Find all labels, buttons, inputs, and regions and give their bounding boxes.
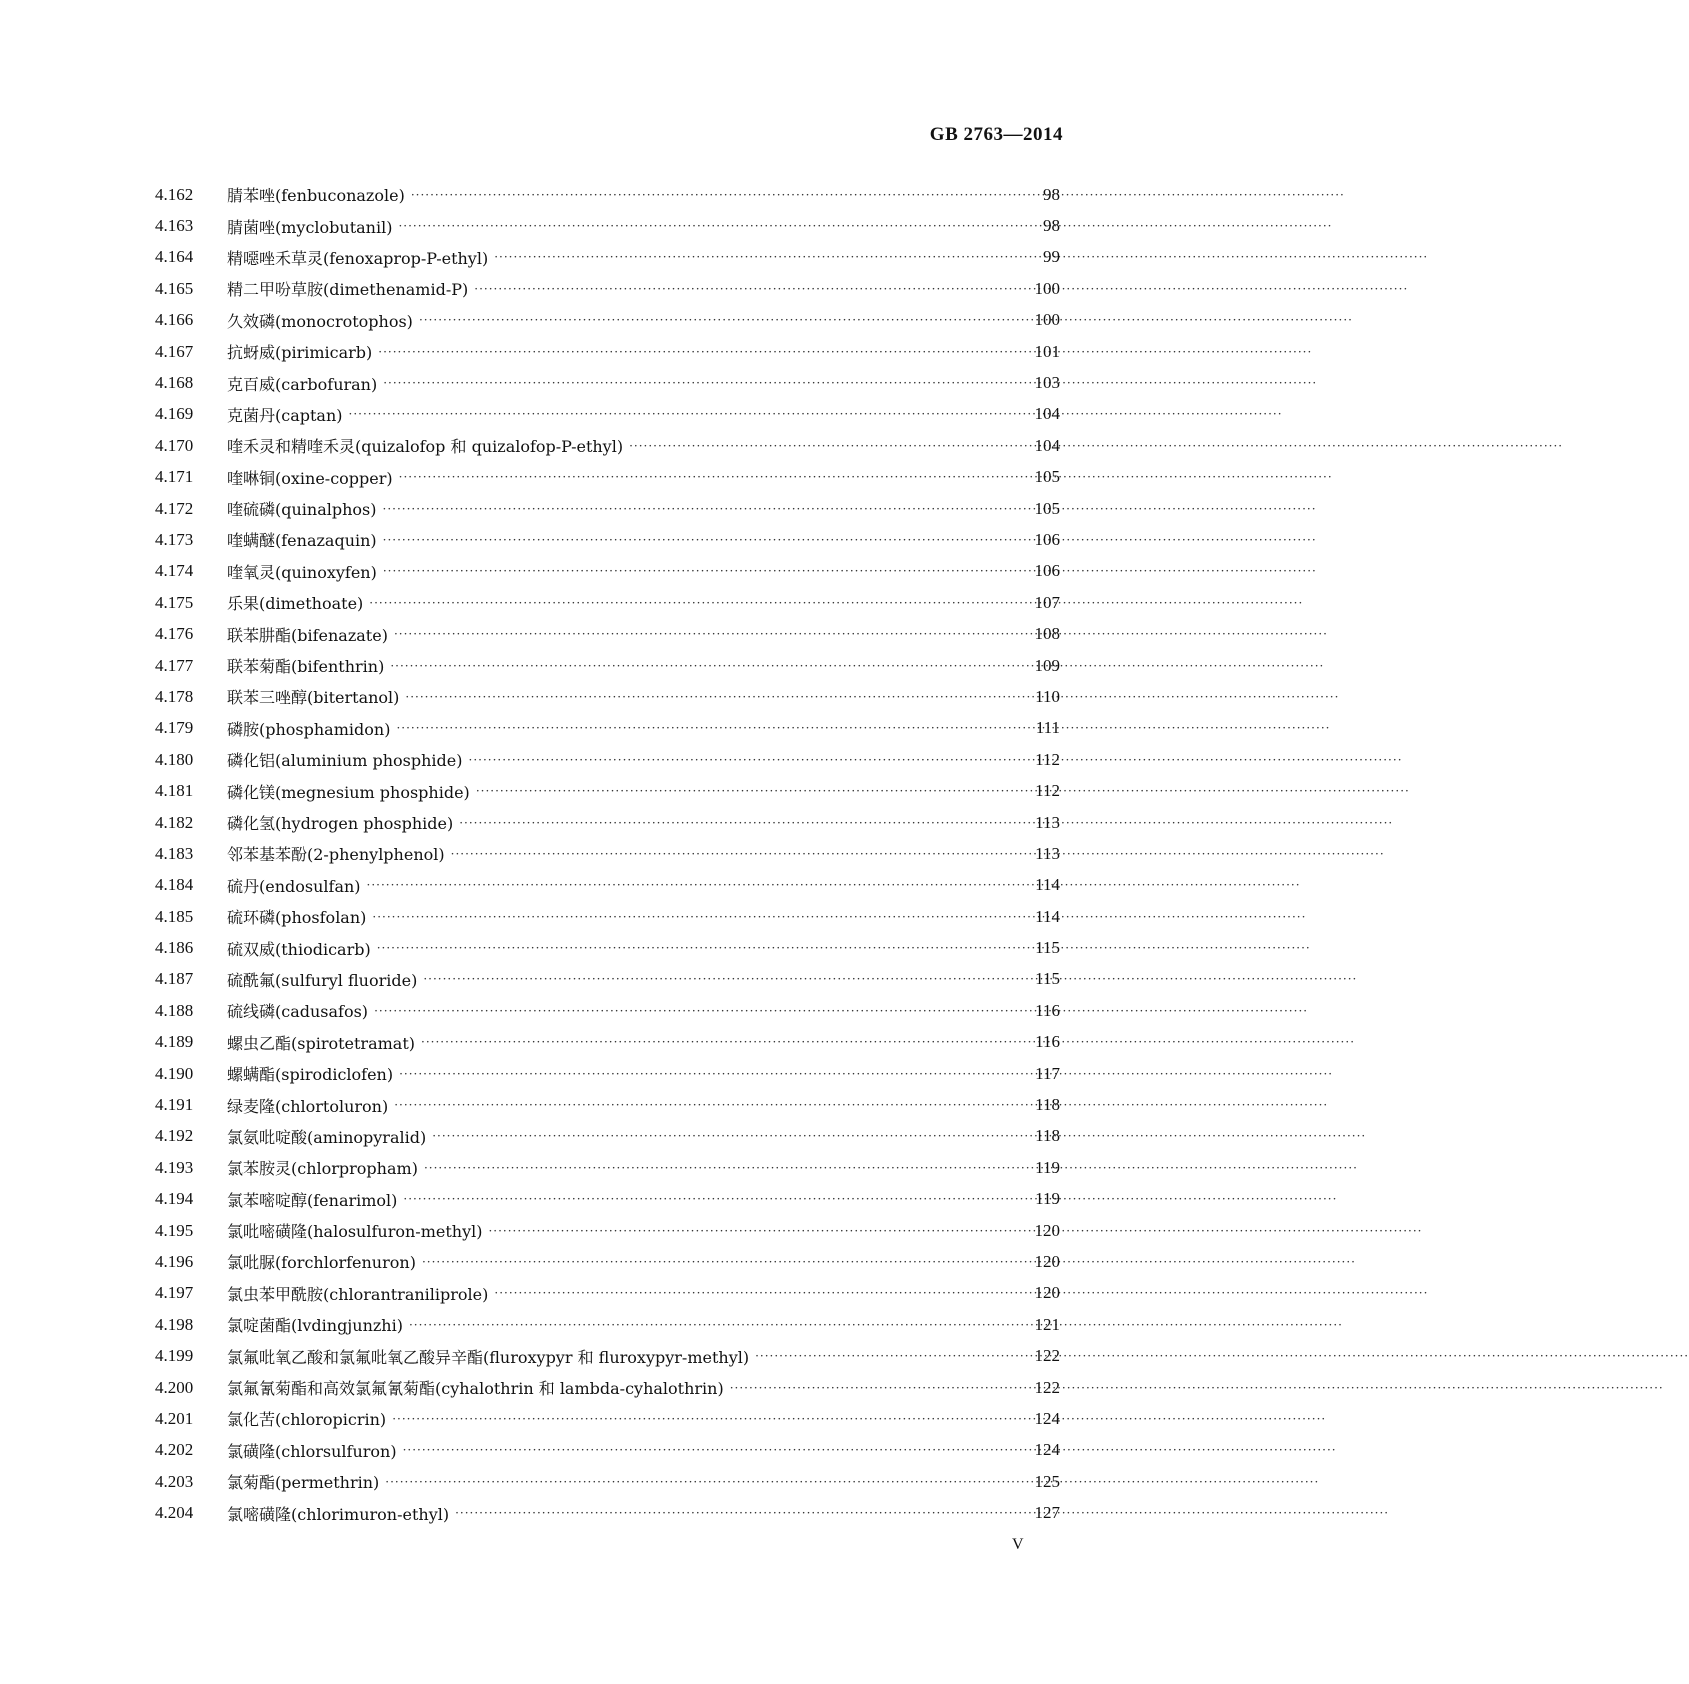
toc-entry-page: 127 [1034,1503,1060,1523]
toc-entry-page: 100 [1034,278,1060,298]
toc-entry-title: 久效磷(monocrotophos) [227,311,413,331]
toc-entry-title: 精二甲吩草胺(dimethenamid-P) [227,280,469,300]
toc-entry-number: 4.176 [155,624,194,644]
toc-entry-page: 109 [1034,655,1060,675]
toc-entry[interactable] [155,681,1060,712]
toc-entry[interactable] [155,430,1060,461]
dot-leader [422,1255,1026,1269]
toc-entry-number: 4.186 [155,938,194,958]
dot-leader [377,941,1026,955]
toc-entry-number: 4.162 [155,184,194,204]
toc-entry-title: 喹螨醚(fenazaquin) [227,531,377,551]
toc-entry-number: 4.163 [155,216,194,236]
toc-entry-page: 106 [1034,561,1060,581]
toc-entry-number: 4.183 [155,843,194,863]
toc-entry-number: 4.189 [155,1032,194,1052]
toc-entry-title: 磷化镁(megnesium phosphide) [227,782,470,802]
toc-entry[interactable] [155,1246,1060,1277]
toc-entry-title: 克菌丹(captan) [227,405,343,425]
toc-entry-page: 98 [1043,184,1060,204]
dot-leader [394,1098,1026,1112]
dot-leader [494,1286,1026,1300]
dot-leader [394,627,1026,641]
toc-entry-number: 4.190 [155,1063,194,1083]
toc-entry[interactable] [155,587,1060,618]
toc-entry-number: 4.169 [155,404,194,424]
toc-entry[interactable] [155,493,1060,524]
toc-entry-page: 122 [1034,1377,1060,1397]
toc-entry[interactable] [155,995,1060,1026]
toc-entry[interactable] [155,242,1060,273]
toc-entry-page: 103 [1034,373,1060,393]
toc-entry-title: 喹硫磷(quinalphos) [227,500,377,520]
toc-entry[interactable] [155,1340,1060,1371]
toc-entry-page: 118 [1035,1126,1060,1146]
toc-entry-title: 腈苯唑(fenbuconazole) [227,186,405,206]
toc-entry-page: 111 [1035,718,1060,738]
dot-leader [367,878,1026,892]
toc-entry-number: 4.173 [155,529,194,549]
toc-entry-page: 120 [1034,1220,1060,1240]
toc-entry[interactable] [155,336,1060,367]
dot-leader [390,659,1026,673]
toc-entry[interactable] [155,901,1060,932]
dot-leader [421,1035,1026,1049]
toc-entry-page: 117 [1035,1063,1060,1083]
toc-entry-page: 112 [1035,781,1060,801]
toc-entry[interactable] [155,1278,1060,1309]
toc-entry-page: 120 [1034,1251,1060,1271]
toc-entry-page: 99 [1043,247,1060,267]
toc-entry-number: 4.171 [155,467,194,487]
toc-entry[interactable] [155,1215,1060,1246]
toc-entry-page: 107 [1034,592,1060,612]
toc-entry-title: 硫线磷(cadusafos) [227,1002,369,1022]
toc-entry-page: 124 [1034,1408,1060,1428]
toc-entry-title: 硫酰氟(sulfuryl fluoride) [227,970,418,990]
toc-entry-number: 4.182 [155,812,194,832]
toc-entry-page: 104 [1034,404,1060,424]
toc-entry-page: 112 [1035,749,1060,769]
toc-entry-title: 氯氟吡氧乙酸和氯氟吡氧乙酸异辛酯(fluroxypyr 和 fluroxypyr-methyl) [227,1347,750,1367]
dot-leader [378,345,1026,359]
toc-entry-number: 4.199 [155,1346,194,1366]
toc-entry[interactable] [155,650,1060,681]
toc-entry-page: 121 [1034,1314,1060,1334]
toc-entry-title: 磷胺(phosphamidon) [227,719,391,739]
dot-leader [459,816,1026,830]
toc-entry-number: 4.192 [155,1126,194,1146]
toc-entry-page: 110 [1035,686,1060,706]
toc-entry-title: 磷化铝(aluminium phosphide) [227,751,463,771]
toc-entry[interactable] [155,838,1060,869]
toc-entry-number: 4.202 [155,1440,194,1460]
toc-entry-page: 113 [1035,812,1060,832]
toc-entry[interactable] [155,1435,1060,1466]
toc-entry[interactable] [155,807,1060,838]
dot-leader [398,219,1026,233]
toc-entry[interactable] [155,870,1060,901]
toc-entry-number: 4.194 [155,1189,194,1209]
toc-entry-title: 绿麦隆(chlortoluron) [227,1096,389,1116]
toc-entry-title: 联苯菊酯(bifenthrin) [227,657,385,677]
dot-leader [399,1067,1026,1081]
toc-entry-number: 4.164 [155,247,194,267]
dot-leader [349,407,1026,421]
toc-entry[interactable] [155,1184,1060,1215]
toc-entry-title: 联苯三唑醇(bitertanol) [227,688,400,708]
toc-entry[interactable] [155,1309,1060,1340]
dot-leader [730,1381,1026,1395]
toc-entry-page: 114 [1035,906,1060,926]
toc-entry-title: 喹啉铜(oxine-copper) [227,468,393,488]
toc-entry[interactable] [155,775,1060,806]
toc-entry-number: 4.180 [155,749,194,769]
toc-entry-number: 4.181 [155,781,194,801]
toc-entry-title: 硫环磷(phosfolan) [227,908,367,928]
dot-leader [374,1004,1026,1018]
dot-leader [383,502,1026,516]
toc-entry-title: 氯氨吡啶酸(aminopyralid) [227,1127,427,1147]
toc-entry-title: 氯磺隆(chlorsulfuron) [227,1441,397,1461]
toc-entry[interactable] [155,273,1060,304]
toc-entry-page: 116 [1035,1032,1060,1052]
toc-entry[interactable] [155,1152,1060,1183]
toc-entry-title: 抗蚜威(pirimicarb) [227,343,373,363]
toc-entry-number: 4.201 [155,1408,194,1428]
toc-entry-page: 118 [1035,1095,1060,1115]
dot-leader [383,376,1026,390]
dot-leader [755,1349,1026,1363]
toc-entry-title: 氯菊酯(permethrin) [227,1473,380,1493]
dot-leader [488,1224,1026,1238]
toc-entry-number: 4.203 [155,1471,194,1491]
dot-leader [432,1129,1026,1143]
toc-entry[interactable] [155,462,1060,493]
toc-entry-page: 125 [1034,1471,1060,1491]
toc-entry[interactable] [155,305,1060,336]
toc-entry-number: 4.178 [155,686,194,706]
toc-entry-number: 4.174 [155,561,194,581]
toc-entry-number: 4.166 [155,310,194,330]
toc-entry-page: 100 [1034,310,1060,330]
toc-entry-title: 腈菌唑(myclobutanil) [227,217,393,237]
toc-entry[interactable] [155,210,1060,241]
dot-leader [396,721,1026,735]
toc-entry-page: 120 [1034,1283,1060,1303]
dot-leader [369,596,1026,610]
toc-entry-title: 氯氟氰菊酯和高效氯氟氰菊酯(cyhalothrin 和 lambda-cyhalothrin) [227,1379,724,1399]
toc-entry-number: 4.167 [155,341,194,361]
toc-entry-number: 4.197 [155,1283,194,1303]
dot-leader [403,1192,1026,1206]
toc-entry-page: 115 [1035,969,1060,989]
toc-entry-page: 101 [1034,341,1060,361]
toc-entry-number: 4.195 [155,1220,194,1240]
toc-entry[interactable] [155,964,1060,995]
toc-entry-page: 119 [1035,1189,1060,1209]
table-of-contents [155,179,1060,1529]
toc-entry[interactable] [155,556,1060,587]
toc-entry-title: 联苯肼酯(bifenazate) [227,625,388,645]
dot-leader [403,1443,1026,1457]
toc-entry-number: 4.172 [155,498,194,518]
toc-entry[interactable] [155,1121,1060,1152]
dot-leader [424,1161,1026,1175]
toc-entry-page: 116 [1035,1000,1060,1020]
toc-entry-page: 119 [1035,1157,1060,1177]
toc-entry-title: 氯苯嘧啶醇(fenarimol) [227,1190,398,1210]
toc-entry-title: 硫双威(thiodicarb) [227,939,371,959]
dot-leader [372,910,1026,924]
dot-leader [476,784,1026,798]
dot-leader [383,533,1026,547]
toc-entry[interactable] [155,1089,1060,1120]
toc-entry-page: 106 [1034,529,1060,549]
toc-entry-number: 4.168 [155,373,194,393]
dot-leader [385,1475,1026,1489]
dot-leader [411,188,1026,202]
toc-entry-number: 4.179 [155,718,194,738]
toc-entry[interactable] [155,713,1060,744]
toc-entry[interactable] [155,399,1060,430]
toc-entry-page: 122 [1034,1346,1060,1366]
toc-entry-page: 108 [1034,624,1060,644]
toc-entry-number: 4.191 [155,1095,194,1115]
dot-leader [392,1412,1026,1426]
toc-entry-title: 氯化苦(chloropicrin) [227,1410,387,1430]
toc-entry[interactable] [155,1058,1060,1089]
standard-code: GB 2763—2014 [929,124,1063,145]
toc-entry-number: 4.204 [155,1503,194,1523]
toc-entry-title: 乐果(dimethoate) [227,594,364,614]
toc-entry-page: 104 [1034,435,1060,455]
toc-entry-page: 114 [1035,875,1060,895]
toc-entry-number: 4.184 [155,875,194,895]
dot-leader [455,1506,1026,1520]
toc-entry-title: 螺虫乙酯(spirotetramat) [227,1033,415,1053]
toc-entry-number: 4.165 [155,278,194,298]
toc-entry-number: 4.177 [155,655,194,675]
toc-entry-number: 4.193 [155,1157,194,1177]
toc-entry-title: 氯虫苯甲酰胺(chlorantraniliprole) [227,1284,489,1304]
toc-entry-page: 98 [1043,216,1060,236]
toc-entry[interactable] [155,1027,1060,1058]
dot-leader [405,690,1026,704]
toc-entry[interactable] [155,1403,1060,1434]
toc-entry[interactable] [155,618,1060,649]
toc-entry-page: 105 [1034,498,1060,518]
page-folio: V [1012,1536,1024,1553]
toc-entry-number: 4.187 [155,969,194,989]
dot-leader [419,313,1026,327]
toc-entry[interactable] [155,1372,1060,1403]
toc-entry-page: 115 [1035,938,1060,958]
dot-leader [399,470,1026,484]
toc-entry-number: 4.185 [155,906,194,926]
toc-entry-title: 克百威(carbofuran) [227,374,378,394]
toc-entry-number: 4.200 [155,1377,194,1397]
toc-entry[interactable] [155,1497,1060,1528]
dot-leader [494,250,1026,264]
toc-entry-title: 精噁唑禾草灵(fenoxaprop-P-ethyl) [227,248,489,268]
toc-entry[interactable] [155,179,1060,210]
dot-leader [383,564,1026,578]
dot-leader [451,847,1026,861]
toc-entry-title: 氯吡嘧磺隆(halosulfuron-methyl) [227,1222,483,1242]
toc-entry-title: 喹禾灵和精喹禾灵(quizalofop 和 quizalofop-P-ethyl) [227,437,624,457]
toc-entry-number: 4.198 [155,1314,194,1334]
toc-entry-title: 邻苯基苯酚(2-phenylphenol) [227,845,445,865]
dot-leader [474,282,1026,296]
dot-leader [409,1318,1026,1332]
toc-entry-number: 4.188 [155,1000,194,1020]
toc-entry[interactable] [155,1466,1060,1497]
toc-entry-page: 105 [1034,467,1060,487]
toc-entry-title: 氯苯胺灵(chlorpropham) [227,1159,418,1179]
toc-entry-title: 氯啶菌酯(lvdingjunzhi) [227,1316,403,1336]
dot-leader [629,439,1026,453]
toc-entry-title: 磷化氢(hydrogen phosphide) [227,814,454,833]
toc-entry[interactable] [155,932,1060,963]
toc-entry-number: 4.175 [155,592,194,612]
toc-entry[interactable] [155,524,1060,555]
toc-entry-title: 氯吡脲(forchlorfenuron) [227,1253,416,1273]
dot-leader [423,972,1026,986]
toc-entry-title: 喹氧灵(quinoxyfen) [227,562,377,582]
toc-entry[interactable] [155,367,1060,398]
toc-entry-title: 螺螨酯(spirodiclofen) [227,1065,394,1085]
toc-entry-title: 硫丹(endosulfan) [227,876,361,896]
toc-entry-number: 4.196 [155,1251,194,1271]
toc-entry[interactable] [155,744,1060,775]
toc-entry-page: 124 [1034,1440,1060,1460]
dot-leader [469,753,1027,767]
toc-entry-number: 4.170 [155,435,194,455]
toc-entry-title: 氯嘧磺隆(chlorimuron-ethyl) [227,1504,450,1524]
toc-entry-page: 113 [1035,843,1060,863]
